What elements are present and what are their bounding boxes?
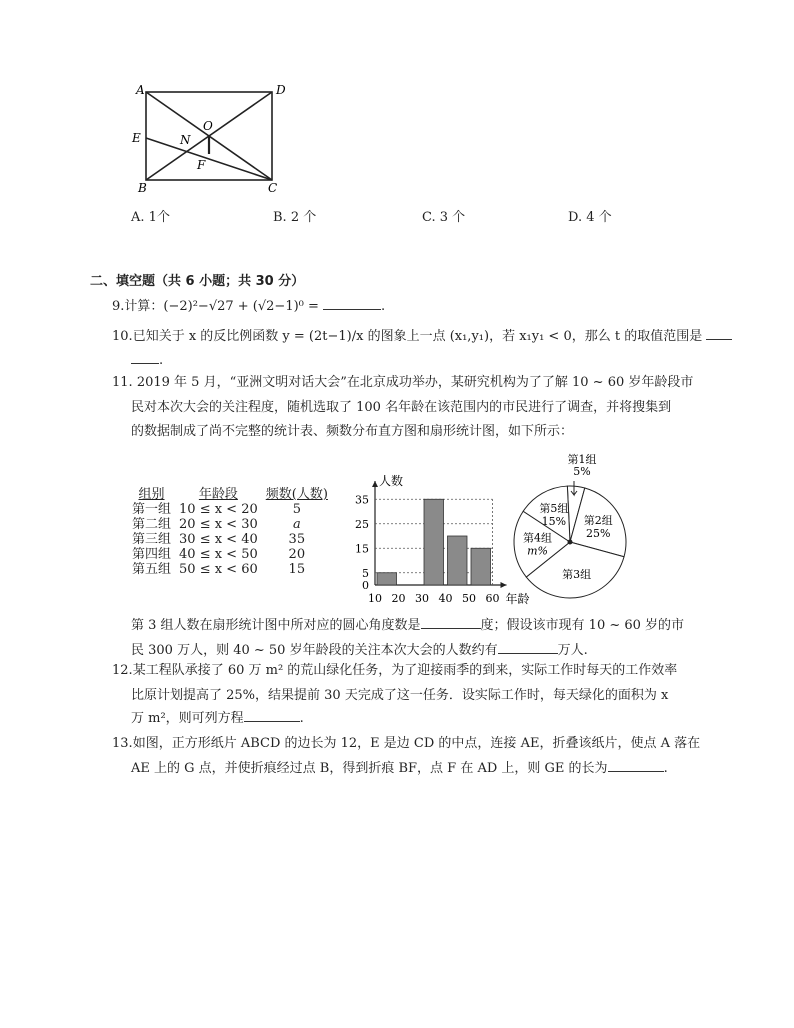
table-cell: 35	[288, 532, 306, 547]
label-O: O	[203, 119, 213, 133]
q10-tail: .	[159, 353, 164, 368]
label-C: C	[268, 181, 278, 195]
question-12-line1	[112, 659, 677, 683]
choice-a-text: 1个	[148, 210, 170, 225]
table-row	[128, 517, 332, 532]
histogram-bar	[471, 548, 491, 585]
table-cell: 30 ≤ x < 40	[179, 532, 258, 547]
section-title: 二、填空题（共 6 小题；共 30 分）	[90, 274, 305, 289]
table-cell: 第五组	[132, 562, 172, 577]
q10-number: 10.	[112, 329, 133, 344]
x-tick-label: 50	[462, 592, 476, 605]
choice-b[interactable]	[273, 206, 316, 230]
y-tick-label: 15	[355, 542, 369, 556]
question-10-cont	[131, 349, 163, 373]
x-tick-label: 10	[368, 592, 382, 605]
label-D: D	[276, 83, 286, 97]
question-13-line1	[112, 732, 700, 756]
table-cell: 第四组	[132, 547, 172, 562]
y-tick-label: 35	[355, 493, 369, 507]
x-tick-label: 60	[485, 592, 500, 605]
q13-line2: AE 上的 G 点，并使折痕经过点 B，得到折痕 BF，点 F 在 AD 上，则 GE 的长为	[131, 761, 608, 776]
histogram-bar	[424, 499, 444, 585]
q12-answer-blank[interactable]	[244, 707, 300, 722]
choice-d-letter: D.	[568, 210, 583, 225]
label-E: E	[132, 131, 141, 145]
y-axis-label: 人数	[379, 474, 404, 488]
table-row	[128, 562, 332, 577]
question-11-after1	[131, 614, 684, 638]
q11-after2a: 民 300 万人，则 40 ~ 50 岁年龄段的关注本次大会的人数约有	[131, 643, 498, 658]
y-tick-label: 25	[355, 517, 369, 531]
question-9	[112, 295, 385, 319]
q10-answer-blank-a[interactable]	[706, 325, 732, 340]
table-header: 年龄段	[198, 487, 238, 502]
q9-tail: .	[381, 299, 386, 314]
table-cell: 20	[288, 547, 306, 562]
q9-number: 9.	[112, 299, 125, 314]
q9-answer-blank[interactable]	[323, 295, 381, 310]
choice-a-letter: A.	[131, 210, 145, 225]
x-tick-label: 20	[391, 592, 406, 605]
question-10	[112, 325, 732, 349]
q10-answer-blank-b[interactable]	[131, 349, 159, 364]
histogram-bar	[377, 573, 397, 585]
q10-line1: 已知关于 x 的反比例函数 y = (2t−1)/x 的图象上一点 (x₁,y₁)，若 x₁y₁ < 0，那么 t 的取值范围是	[132, 329, 703, 344]
q12-tail: .	[299, 711, 304, 726]
question-11-line1	[112, 371, 693, 395]
choice-b-text: 2 个	[290, 210, 317, 225]
table-row	[128, 532, 332, 547]
q13-line1: 如图，正方形纸片 ABCD 的边长为 12，E 是边 CD 的中点，连接 AE，折叠该纸片，使点 A 落在	[132, 736, 701, 751]
table-cell: 第二组	[132, 517, 172, 532]
q9-text: 计算：(−2)²−√27 + (√2−1)⁰ =	[124, 299, 319, 314]
question-11-line2: 民对本次大会的关注程度，随机选取了 100 名年龄在该范围内的市民进行了调查，并将搜集到	[131, 400, 672, 415]
choice-b-letter: B.	[273, 210, 287, 225]
q12-line3: 万 m²，则可列方程	[131, 711, 244, 726]
frequency-table	[128, 487, 332, 577]
table-header: 组别	[138, 487, 165, 502]
label-B: B	[138, 181, 147, 195]
q11-answer-blank-a[interactable]	[421, 614, 481, 629]
table-header: 频数(人数)	[265, 487, 328, 502]
q11-number: 11.	[112, 375, 133, 390]
q13-tail: .	[663, 761, 668, 776]
table-cell: 第三组	[132, 532, 172, 547]
table-cell: 50 ≤ x < 60	[179, 562, 258, 577]
pie-slice-name: 第3组	[562, 567, 592, 581]
rectangle-figure	[128, 80, 298, 195]
choice-c-letter: C.	[422, 210, 436, 225]
q12-number: 12.	[112, 663, 133, 678]
pie-center-dot	[568, 540, 573, 545]
pie-slice-label: m%	[527, 544, 549, 558]
q11-after1a: 第 3 组人数在扇形统计图中所对应的圆心角度数是	[131, 618, 421, 633]
y-tick-label: 5	[362, 566, 369, 580]
q13-number: 13.	[112, 736, 133, 751]
question-12-line3	[131, 707, 304, 731]
table-cell: 10 ≤ x < 20	[179, 502, 258, 517]
table-cell: 15	[288, 562, 306, 577]
question-12-line2: 比原计划提高了 25%，结果提前 30 天完成了这一任务．设实际工作时，每天绿化的面积为 x	[131, 688, 669, 703]
table-header-row	[128, 487, 332, 502]
q12-line1: 某工程队承接了 60 万 m² 的荒山绿化任务，为了迎接雨季的到来，实际工作时每天的工作效率	[132, 663, 678, 678]
label-A: A	[136, 83, 145, 97]
histogram-bar	[448, 536, 468, 585]
q13-answer-blank[interactable]	[608, 757, 664, 772]
question-11-line3: 的数据制成了尚不完整的统计表、频数分布直方图和扇形统计图，如下所示：	[131, 424, 574, 439]
label-F: F	[197, 158, 206, 172]
pie-slice-label: 5%	[573, 465, 591, 478]
x-axis-label: 年龄	[505, 592, 530, 606]
q11-after1b: 度；假设该市现有 10 ~ 60 岁的市	[480, 618, 685, 633]
q11-line1: 2019 年 5 月，“亚洲文明对话大会”在北京成功举办，某研究机构为了了解 10 ~ 60 岁年龄段市	[136, 375, 694, 390]
table-cell: 20 ≤ x < 30	[179, 517, 258, 532]
pie-slice-name: 第5组	[539, 501, 569, 515]
pie-slice-name: 第2组	[583, 513, 613, 527]
histogram-chart	[335, 445, 530, 610]
q11-answer-blank-b[interactable]	[498, 639, 558, 654]
pie-slice-label: 15%	[541, 514, 567, 528]
table-cell: 40 ≤ x < 50	[179, 547, 258, 562]
table-cell: 5	[292, 502, 301, 517]
pie-slice-name: 第4组	[523, 531, 553, 545]
pie-slice-label: 25%	[585, 526, 611, 540]
question-13-line2	[131, 757, 668, 781]
choice-c-text: 3 个	[439, 210, 466, 225]
table-row	[128, 502, 332, 517]
choice-d-text: 4 个	[586, 210, 612, 225]
table-cell: 第一组	[132, 502, 172, 517]
label-N: N	[180, 133, 191, 147]
y-axis-arrow	[372, 481, 378, 487]
x-tick-label: 40	[438, 592, 453, 605]
pie-slice-name: 第1组	[567, 453, 597, 466]
y-tick-label: 0	[362, 579, 369, 592]
table-cell: a	[292, 517, 301, 532]
choice-c[interactable]	[422, 206, 465, 230]
choice-a[interactable]	[131, 206, 170, 230]
x-tick-label: 30	[415, 592, 429, 605]
pie-chart	[505, 445, 635, 605]
table-row	[128, 547, 332, 562]
choice-d[interactable]	[568, 206, 612, 230]
q11-after2b: 万人.	[557, 643, 588, 658]
